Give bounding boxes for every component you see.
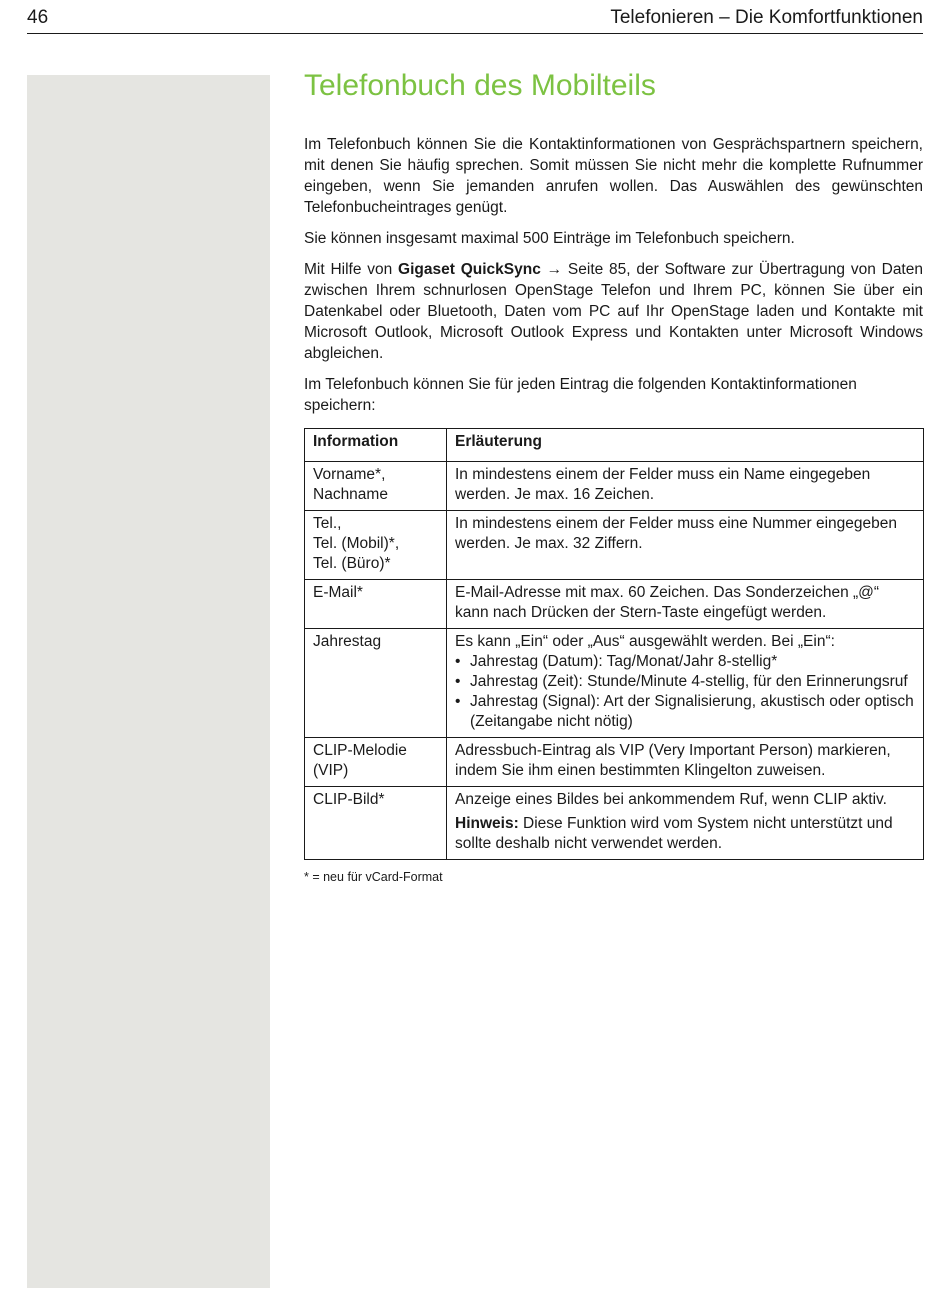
page-number: 46 (27, 7, 49, 28)
info-cell (305, 629, 447, 738)
table-row (305, 738, 924, 787)
info-line: CLIP-Melodie (313, 742, 407, 759)
info-line: Nachname (313, 486, 388, 503)
paragraph-quicksync (304, 259, 923, 364)
table-row (305, 462, 924, 511)
note-text: Diese Funktion wird vom System nicht unterstützt und sollte deshalb nicht verwendet werden. (455, 815, 893, 852)
margin-sidebar (27, 75, 270, 1288)
info-line: Tel. (Mobil)*, (313, 535, 400, 552)
explanation-cell (447, 629, 924, 738)
info-cell (305, 738, 447, 787)
table-row (305, 580, 924, 629)
info-line: Jahrestag (313, 633, 382, 650)
explanation-cell: Adressbuch-Eintrag als VIP (Very Important Person) markieren, indem Sie ihm einen bestimmten Klingelton zuweisen. (447, 738, 924, 787)
explanation-text: Es kann „Ein“ oder „Aus“ ausgewählt werden. Bei „Ein“: (455, 633, 835, 650)
explanation-cell: E-Mail-Adresse mit max. 60 Zeichen. Das Sonderzeichen „@“ kann nach Drücken der Stern-Taste eingefügt werden. (447, 580, 924, 629)
info-cell (305, 787, 447, 860)
info-line: Tel., (313, 515, 342, 532)
list-item: • Jahrestag (Signal): Art der Signalisierung, akustisch oder optisch (Zeitangabe nicht nötig) (455, 692, 915, 732)
info-cell (305, 511, 447, 580)
explanation-text: Anzeige eines Bildes bei ankommendem Ruf, wenn CLIP aktiv. (455, 791, 887, 808)
paragraph-table-intro: Im Telefonbuch können Sie für jeden Eintrag die folgenden Kontaktinformationen speichern: (304, 376, 857, 414)
list-item: • Jahrestag (Datum): Tag/Monat/Jahr 8-stellig* (455, 652, 915, 672)
main-content (304, 68, 923, 885)
info-line: (VIP) (313, 762, 349, 779)
anniversary-options-list (455, 652, 915, 732)
list-item: • Jahrestag (Zeit): Stunde/Minute 4-stellig, für den Erinnerungsruf (455, 672, 915, 692)
footnote: * = neu für vCard-Format (304, 870, 443, 884)
table-row (305, 787, 924, 860)
quicksync-text-before: Mit Hilfe von (304, 261, 399, 278)
note (455, 814, 915, 854)
page-header (27, 6, 923, 33)
info-line: Tel. (Büro)* (313, 555, 391, 572)
info-line: E-Mail* (313, 584, 363, 601)
info-cell (305, 580, 447, 629)
table-row (305, 511, 924, 580)
table-row (305, 629, 924, 738)
contact-info-table (304, 428, 924, 860)
paragraph-intro: Im Telefonbuch können Sie die Kontaktinformationen von Gesprächspartnern speichern, mit denen Sie häufig sprechen. Somit müssen Sie nicht mehr die komplette Rufnummer eingeben, wenn Sie jemanden anrufen wollen. Das Auswählen des gewünschten Telefonbucheintrages genügt. (304, 136, 923, 216)
explanation-cell: In mindestens einem der Felder muss eine Nummer eingegeben werden. Je max. 32 Ziffern. (447, 511, 924, 580)
quicksync-text-after: → Seite 85, der Software zur Übertragung von Daten zwischen Ihrem schnurlosen OpenStage Telefon und Ihrem PC, können Sie über ein Datenkabel oder Bluetooth, Daten vom PC auf Ihr OpenStage laden und Kontakte mit Microsoft Outlook, Microsoft Outlook Express und Kontakten unter Microsoft Windows abgleichen. (304, 261, 923, 362)
chapter-title: Telefonieren – Die Komfortfunktionen (610, 7, 923, 28)
column-header-explanation: Erläuterung (447, 429, 924, 462)
explanation-cell (447, 787, 924, 860)
quicksync-link[interactable]: Gigaset QuickSync (398, 261, 541, 278)
info-cell (305, 462, 447, 511)
table-header-row (305, 429, 924, 462)
header-rule (27, 33, 923, 34)
column-header-information: Information (305, 429, 447, 462)
explanation-cell: In mindestens einem der Felder muss ein Name eingegeben werden. Je max. 16 Zeichen. (447, 462, 924, 511)
paragraph-capacity: Sie können insgesamt maximal 500 Einträge im Telefonbuch speichern. (304, 230, 795, 247)
info-line: Vorname*, (313, 466, 386, 483)
info-line: CLIP-Bild* (313, 791, 385, 808)
section-title: Telefonbuch des Mobilteils (304, 69, 656, 102)
note-label: Hinweis: (455, 815, 519, 832)
